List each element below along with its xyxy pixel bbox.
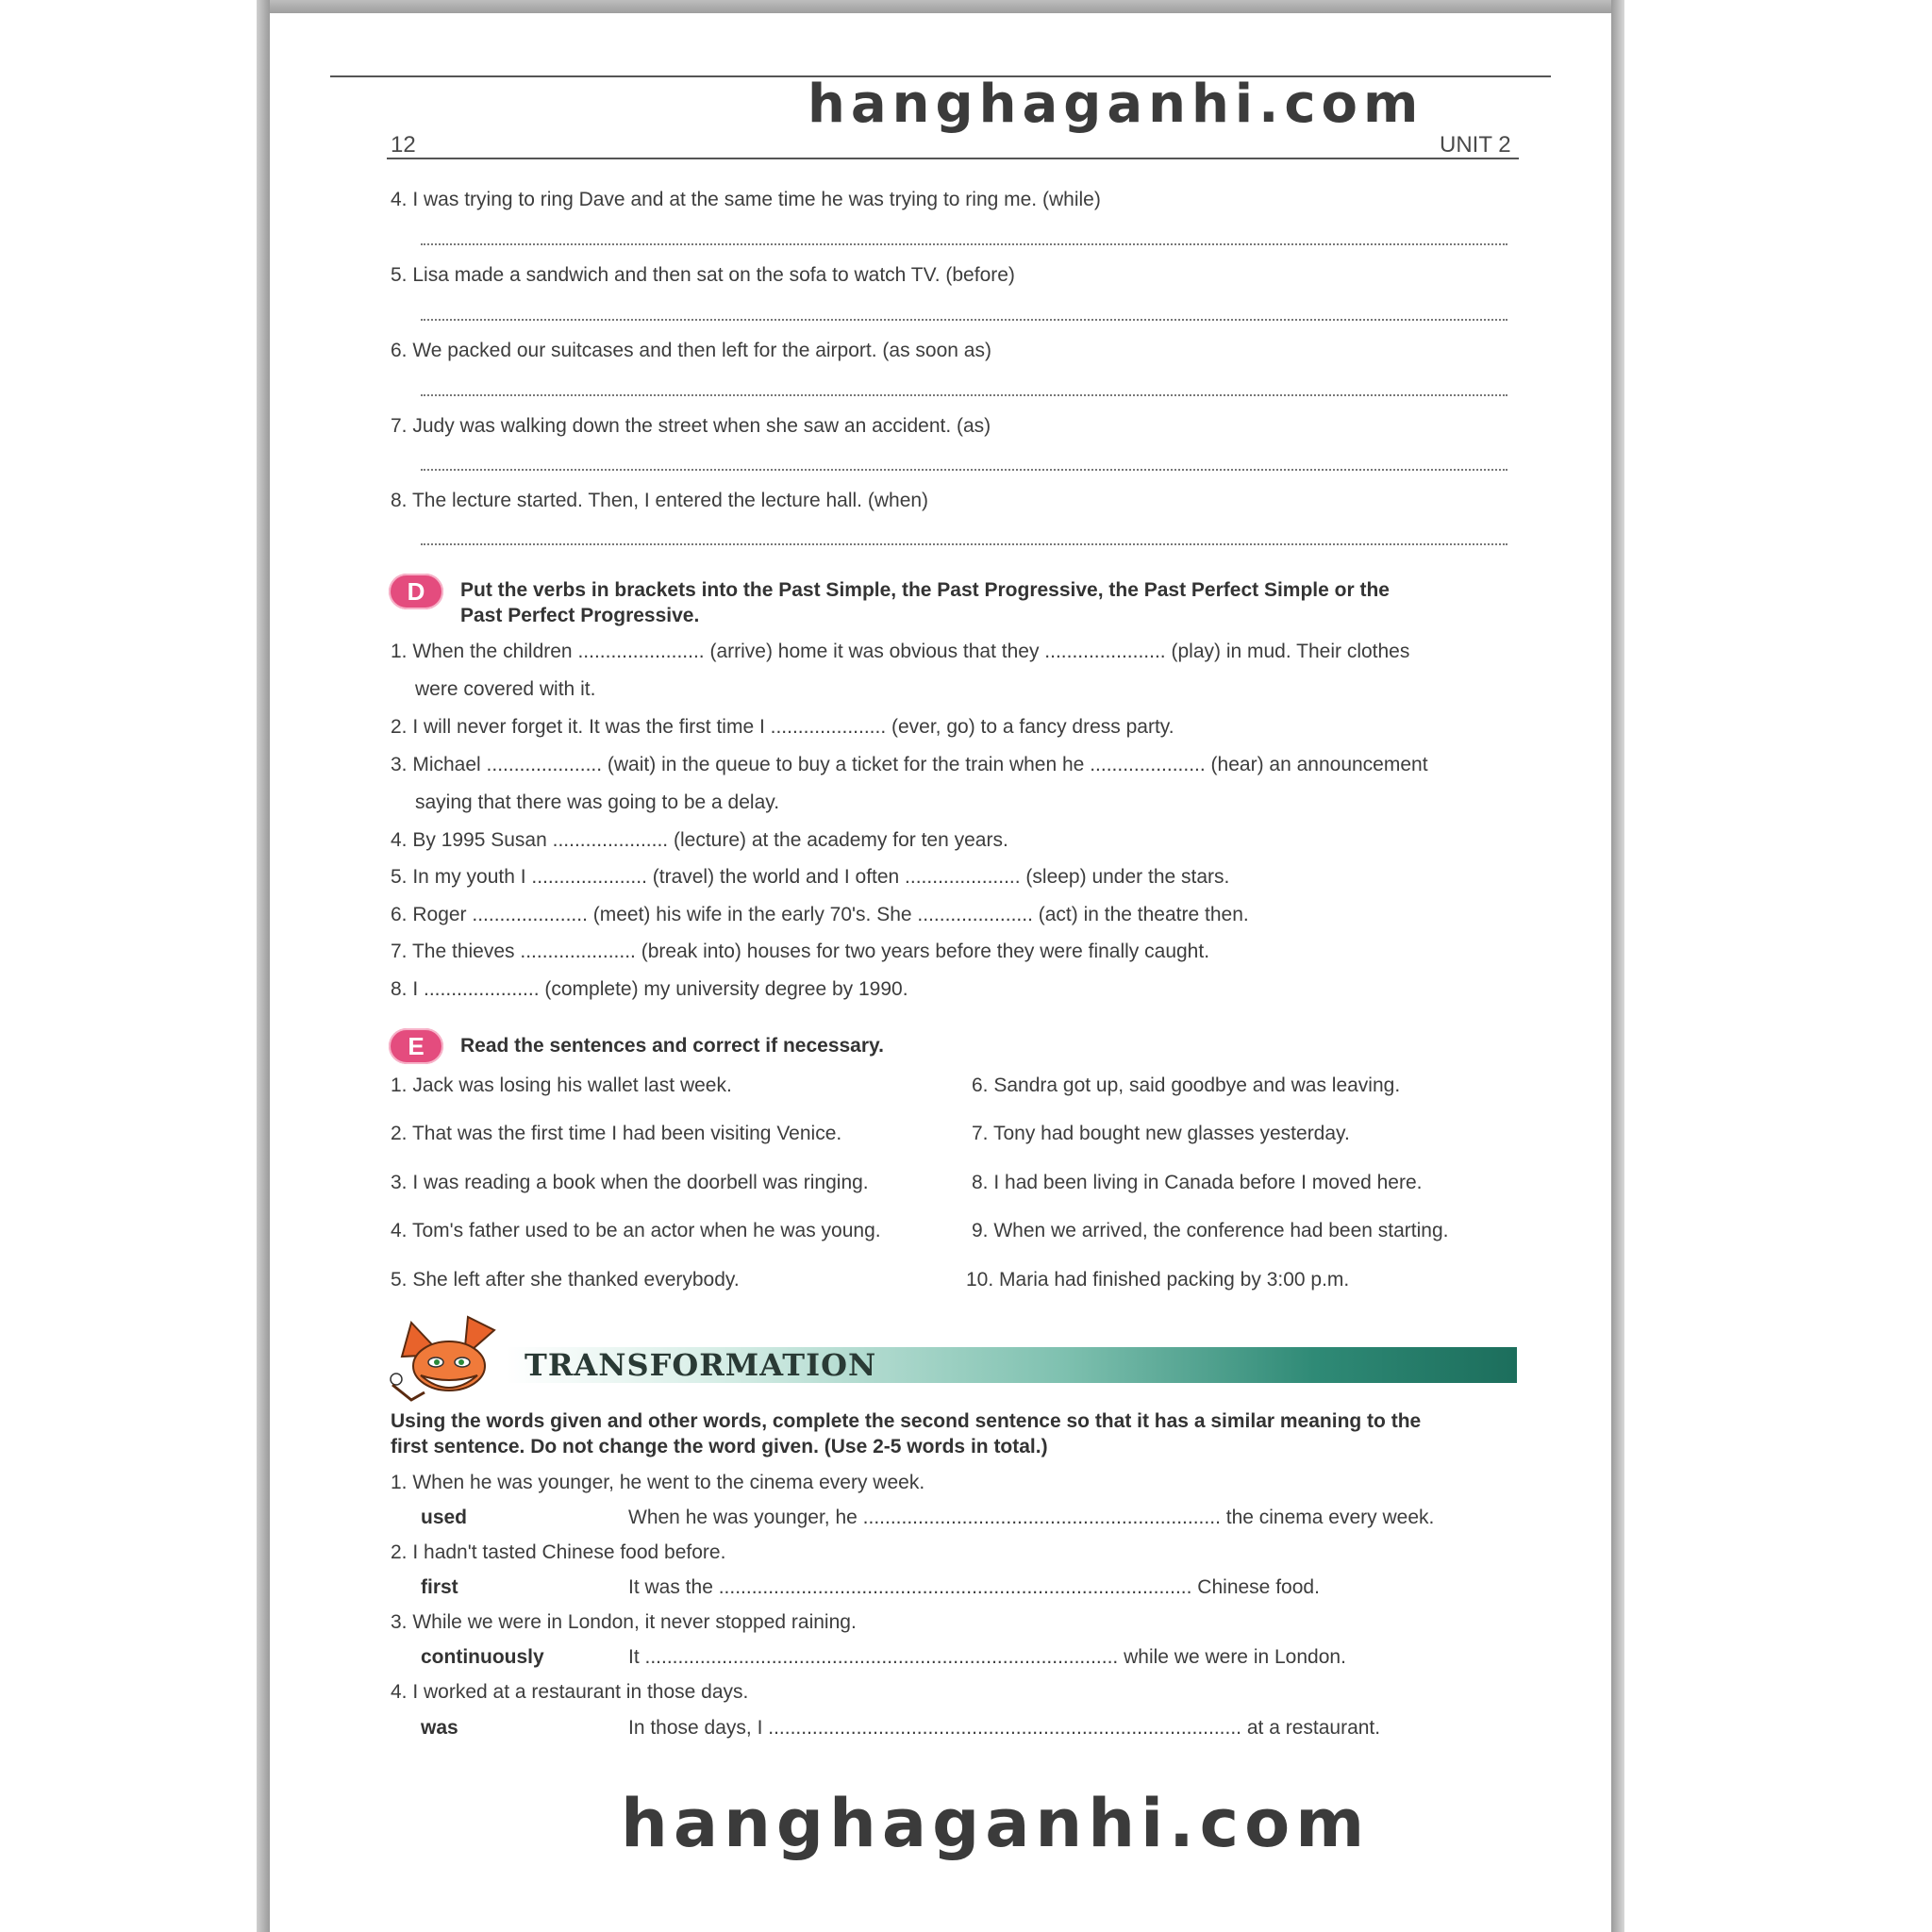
section-d-badge: D	[389, 574, 443, 609]
exercise-d-item-1: 1. When the children ....................... (arrive) home it was obvious that they ...................... (play) in mud. Their clothes	[391, 641, 1410, 662]
section-d-instruction: Put the verbs in brackets into the Past Simple, the Past Progressive, the Past Perfect Simple or the	[460, 579, 1390, 601]
transformation-keyword-4: was	[421, 1717, 458, 1739]
watermark-bottom: hanghaganhi.com	[621, 1785, 1371, 1862]
transformation-keyword-1: used	[421, 1507, 468, 1528]
transformation-item-4: 4. I worked at a restaurant in those days.	[391, 1681, 749, 1703]
exercise-d-item-6: 6. Roger ..................... (meet) his wife in the early 70's. She ..................... (act) in the theatre then.	[391, 904, 1249, 925]
transformation-instruction-cont: first sentence. Do not change the word given. (Use 2-5 words in total.)	[391, 1436, 1048, 1457]
exercise-d-item-3: 3. Michael ..................... (wait) in the queue to buy a ticket for the train when he ..................... (hear) an announcement	[391, 754, 1428, 775]
fox-icon	[383, 1313, 506, 1407]
exercise-d-item-1-cont: were covered with it.	[415, 678, 596, 700]
exercise-c-item-6: 6. We packed our suitcases and then left for the airport. (as soon as)	[391, 340, 991, 361]
transformation-item-3: 3. While we were in London, it never stopped raining.	[391, 1611, 857, 1633]
exercise-e-item-8: 8. I had been living in Canada before I moved here.	[972, 1172, 1423, 1193]
exercise-c-item-7: 7. Judy was walking down the street when she saw an accident. (as)	[391, 415, 991, 437]
transformation-item-2: 2. I hadn't tasted Chinese food before.	[391, 1541, 726, 1563]
transformation-keyword-3: continuously	[421, 1646, 544, 1668]
answer-line	[421, 394, 1507, 396]
transformation-prompt-2: It was the ...................................................................................... Chinese food.	[628, 1576, 1320, 1598]
transformation-title: TRANSFORMATION	[525, 1347, 877, 1383]
header-rule	[387, 158, 1519, 159]
section-e-badge: E	[389, 1028, 443, 1064]
watermark-top: hanghaganhi.com	[808, 74, 1424, 135]
exercise-d-item-7: 7. The thieves ..................... (break into) houses for two years before they were finally caught.	[391, 941, 1210, 962]
exercise-d-item-4: 4. By 1995 Susan ..................... (lecture) at the academy for ten years.	[391, 829, 1008, 851]
section-d-instruction-cont: Past Perfect Progressive.	[460, 605, 700, 626]
exercise-c-item-4: 4. I was trying to ring Dave and at the same time he was trying to ring me. (while)	[391, 189, 1101, 210]
answer-line	[421, 543, 1507, 545]
page-shadow-left	[257, 0, 270, 1932]
unit-label: UNIT 2	[1440, 132, 1511, 158]
page-shadow-right	[1611, 0, 1624, 1932]
exercise-e-item-1: 1. Jack was losing his wallet last week.	[391, 1074, 732, 1096]
exercise-d-item-2: 2. I will never forget it. It was the first time I ..................... (ever, go) to a fancy dress party.	[391, 716, 1174, 738]
page-sheet	[270, 13, 1611, 1932]
exercise-c-item-5: 5. Lisa made a sandwich and then sat on the sofa to watch TV. (before)	[391, 264, 1015, 286]
exercise-e-item-9: 9. When we arrived, the conference had been starting.	[972, 1220, 1449, 1241]
page-number: 12	[391, 132, 416, 158]
answer-line	[421, 319, 1507, 321]
exercise-e-item-3: 3. I was reading a book when the doorbell was ringing.	[391, 1172, 869, 1193]
page-shadow-top	[257, 0, 1624, 13]
transformation-item-1: 1. When he was younger, he went to the cinema every week.	[391, 1472, 925, 1493]
exercise-e-item-10: 10. Maria had finished packing by 3:00 p.m.	[966, 1269, 1350, 1291]
transformation-keyword-2: first	[421, 1576, 458, 1598]
exercise-c-item-8: 8. The lecture started. Then, I entered the lecture hall. (when)	[391, 490, 929, 511]
transformation-instruction: Using the words given and other words, complete the second sentence so that it has a similar meaning to the	[391, 1410, 1422, 1432]
exercise-e-item-7: 7. Tony had bought new glasses yesterday.	[972, 1123, 1350, 1144]
exercise-d-item-3-cont: saying that there was going to be a delay.	[415, 791, 780, 813]
answer-line	[421, 243, 1507, 245]
transformation-prompt-3: It ...................................................................................... while we were in London.	[628, 1646, 1346, 1668]
exercise-e-item-5: 5. She left after she thanked everybody.	[391, 1269, 740, 1291]
transformation-prompt-1: When he was younger, he ................................................................. the cinema every week.	[628, 1507, 1435, 1528]
exercise-e-item-6: 6. Sandra got up, said goodbye and was leaving.	[972, 1074, 1401, 1096]
section-e-instruction: Read the sentences and correct if necessary.	[460, 1035, 884, 1057]
exercise-e-item-2: 2. That was the first time I had been visiting Venice.	[391, 1123, 842, 1144]
exercise-e-item-4: 4. Tom's father used to be an actor when he was young.	[391, 1220, 881, 1241]
transformation-prompt-4: In those days, I ...................................................................................... at a restaurant.	[628, 1717, 1381, 1739]
exercise-d-item-8: 8. I ..................... (complete) my university degree by 1990.	[391, 978, 908, 1000]
answer-line	[421, 469, 1507, 471]
exercise-d-item-5: 5. In my youth I ..................... (travel) the world and I often ..................... (sleep) under the stars.	[391, 866, 1230, 888]
